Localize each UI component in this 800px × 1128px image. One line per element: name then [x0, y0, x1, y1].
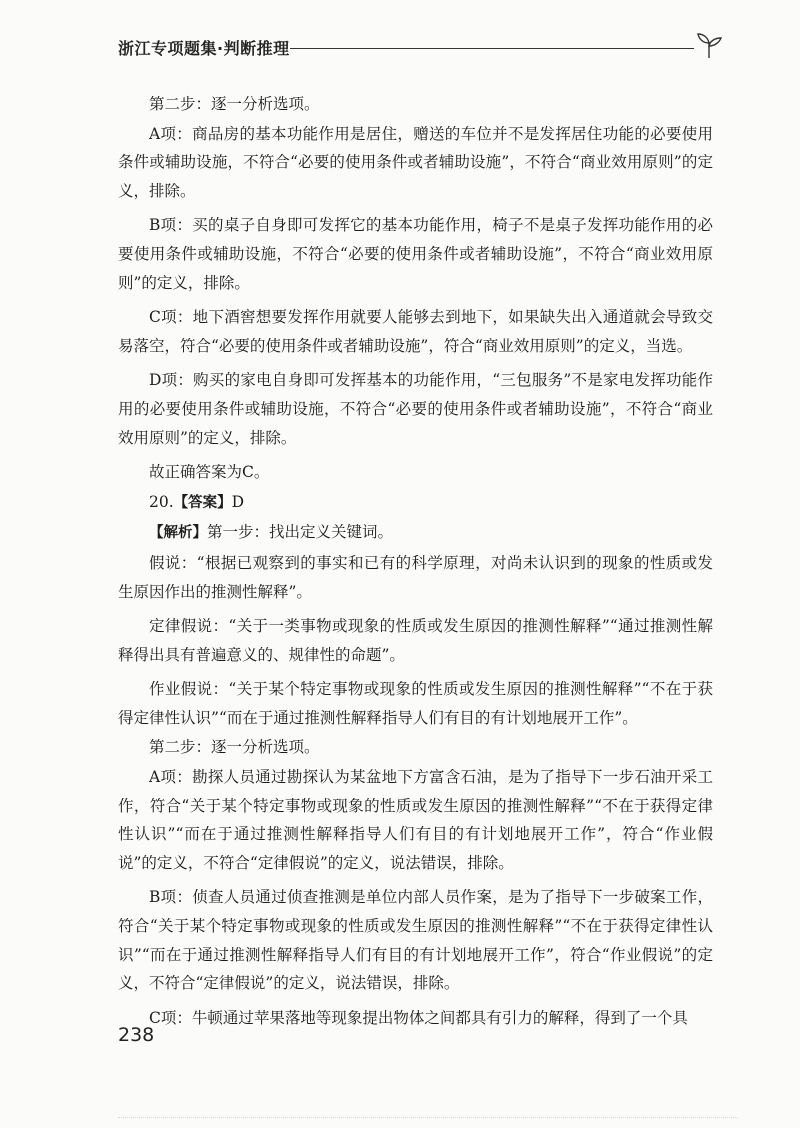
header-title: 浙江专项题集·判断推理 — [118, 39, 290, 58]
paragraph: 作业假说：“关于某个特定事物或现象的性质或发生原因的推测性解释”“不在于获得定律性认识”“而在于通过推测性解释指导人们有目的有计划地展开工作”。 — [118, 680, 713, 727]
paragraph: D项：购买的家电自身即可发挥基本的功能作用，“三包服务”不是家电发挥功能作用的必要使用条件或辅助设施，不符合“必要的使用条件或者辅助设施”，不符合“商业效用原则”的定义，排除。 — [118, 371, 713, 447]
paragraph: 故正确答案为C。 — [149, 463, 270, 482]
page-body — [118, 90, 713, 1038]
answer-value: D — [231, 492, 245, 511]
paragraph: A项：商品房的基本功能作用是居住，赠送的车位并不是发挥居住功能的必要使用条件或辅助设施，不符合“必要的使用条件或者辅助设施”，不符合“商业效用原则”的定义，排除。 — [118, 124, 713, 200]
question-number: 20. — [149, 492, 174, 511]
page-number: 238 — [118, 1024, 155, 1046]
analysis-line — [118, 518, 713, 548]
paragraph: 定律假说：“关于一类事物或现象的性质或发生原因的推测性解释”“通过推测性解释得出具有普遍意义的、规律性的命题”。 — [118, 617, 713, 664]
paragraph: C项：牛顿通过苹果落地等现象提出物体之间都具有引力的解释，得到了一个具 — [149, 1008, 688, 1027]
paragraph: 假说：“根据已观察到的事实和已有的科学原理，对尚未认识到的现象的性质或发生原因作出的推测性解释”。 — [118, 553, 713, 601]
running-header — [118, 30, 728, 64]
paragraph: 第二步：逐一分析选项。 — [149, 738, 320, 757]
analysis-label: 【解析】 — [149, 525, 207, 542]
answer-label: 【答案】 — [173, 494, 232, 511]
paragraph: A项：勘探人员通过勘探认为某盆地下方富含石油，是为了指导下一步石油开采工作，符合“关于某个特定事物或现象的性质或发生原因的推测性解释”“不在于获得定律性认识”“而在于通过推测性解释指导人们有目的有计划地展开工作”，符合“作业假说”的定义，不符合“定律假说”的定义，说法错误，排除。 — [118, 768, 713, 872]
paragraph: B项：侦查人员通过侦查推测是单位内部人员作案，是为了指导下一步破案工作，符合“关于某个特定事物或现象的性质或发生原因的推测性解释”“不在于获得定律性认识”“而在于通过推测性解释指导人们有目的有计划地展开工作”，符合“作业假说”的定义，不符合“定律假说”的定义，说法错误，排除。 — [118, 888, 713, 993]
paragraph: 第二步：逐一分析选项。 — [149, 95, 320, 113]
header-rule — [290, 48, 694, 49]
analysis-step: 第一步：找出定义关键词。 — [207, 523, 394, 542]
sprout-icon — [694, 30, 724, 60]
answer-line — [118, 488, 713, 518]
paragraph: C项：地下酒窖想要发挥作用就要人能够去到地下，如果缺失出入通道就会导致交易落空，符合“必要的使用条件或者辅助设施”，符合“商业效用原则”的定义，当选。 — [118, 308, 713, 355]
paragraph: B项：买的桌子自身即可发挥它的基本功能作用，椅子不是桌子发挥功能作用的必要使用条件或辅助设施，不符合“必要的使用条件或者辅助设施”，不符合“商业效用原则”的定义，排除。 — [118, 216, 713, 292]
scan-edge — [118, 1109, 738, 1118]
